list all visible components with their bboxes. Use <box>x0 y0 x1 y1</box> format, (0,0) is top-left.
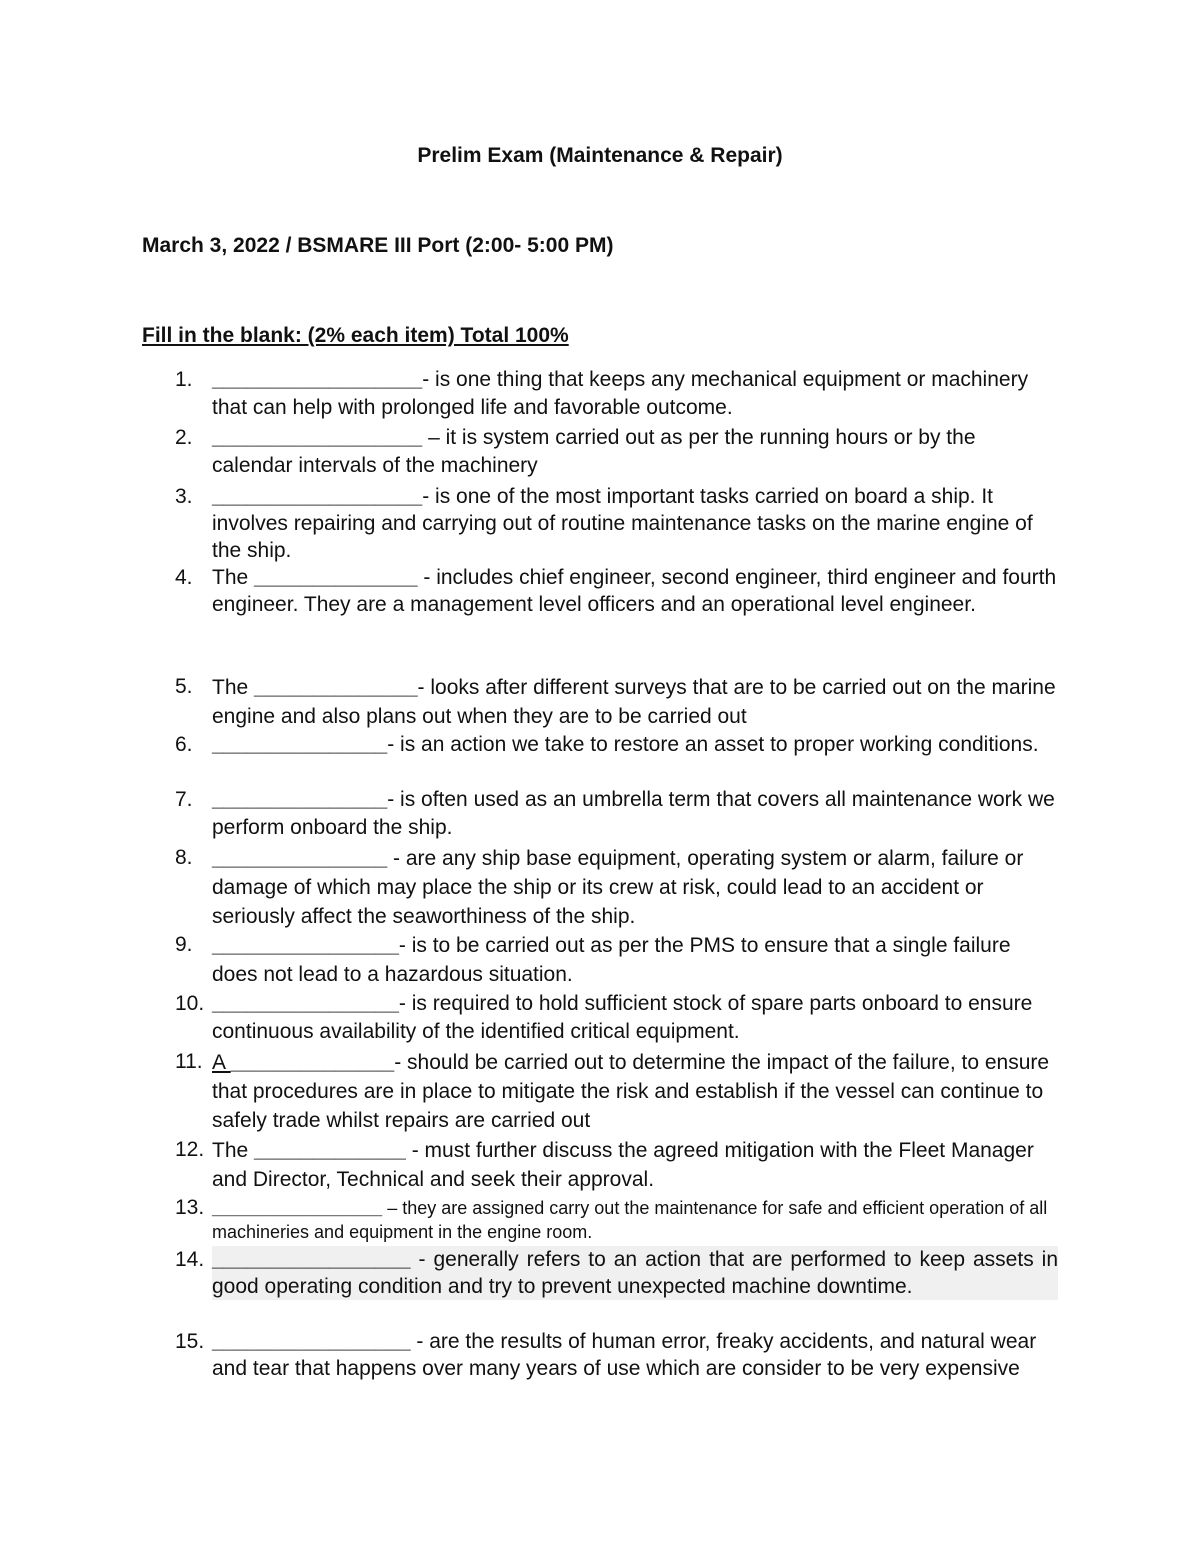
question-body <box>212 424 1058 480</box>
question-number: 11. <box>175 1050 203 1073</box>
answer-blank: ______________ <box>230 1051 395 1074</box>
answer-blank: _____________ <box>254 1139 406 1162</box>
question-text: - is required to hold sufficient stock of spare parts onboard to ensure continuous availability of the identified critical equipment. <box>212 992 1033 1043</box>
question-number: 13. <box>175 1196 205 1219</box>
question-body <box>212 1048 1058 1135</box>
question-number: 7. <box>175 788 193 811</box>
question-body <box>212 483 1058 564</box>
question-text: – it is system carried out as per the running hours or by the calendar intervals of the machinery <box>212 426 976 477</box>
question-number: 8. <box>175 846 193 869</box>
question-number: 10. <box>175 992 205 1015</box>
answer-blank: __________________ <box>212 485 423 508</box>
question-prefix: The <box>212 1139 255 1162</box>
question-number: 9. <box>175 933 193 956</box>
question-number: 4. <box>175 566 193 589</box>
question-body <box>212 673 1058 731</box>
question-prefix: A <box>212 1051 231 1074</box>
question-body <box>212 844 1058 931</box>
exam-date-line: March 3, 2022 / BSMARE III Port (2:00- 5:00 PM) <box>142 234 614 257</box>
answer-blank: __________________ <box>212 426 423 449</box>
question-number: 3. <box>175 485 193 508</box>
answer-blank: ________________ <box>212 934 399 957</box>
question-number: 6. <box>175 733 193 756</box>
question-text: - is to be carried out as per the PMS to ensure that a single failure does not lead to a hazardous situation. <box>212 934 1011 986</box>
question-body <box>212 731 1058 759</box>
question-text: - is one of the most important tasks carried on board a ship. It involves repairing and carrying out of routine maintenance tasks on the marine engine of the ship. <box>212 485 1033 562</box>
instructions-heading: Fill in the blank: (2% each item) Total 100% <box>142 324 569 347</box>
question-text: - is one thing that keeps any mechanical equipment or machinery that can help with prolonged life and favorable outcome. <box>212 368 1029 419</box>
answer-blank: __________________ <box>212 368 423 391</box>
question-text: - looks after different surveys that are to be carried out on the marine engine and also plans out when they are to be carried out <box>212 676 1056 728</box>
question-text: - is an action we take to restore an asset to proper working conditions. <box>387 733 1039 756</box>
question-text: – they are assigned carry out the maintenance for safe and efficient operation of all machineries and equipment in the engine room. <box>212 1198 1048 1242</box>
answer-blank: _________________ <box>212 1330 411 1353</box>
question-text: - is often used as an umbrella term that covers all maintenance work we perform onboard the ship. <box>212 788 1055 839</box>
question-number: 1. <box>175 368 193 391</box>
question-body <box>212 990 1058 1046</box>
question-number: 5. <box>175 675 193 698</box>
question-text: - are the results of human error, freaky accidents, and natural wear and tear that happens over many years of use which are consider to be very expensive <box>212 1330 1037 1380</box>
answer-blank: ________________ <box>212 992 399 1015</box>
answer-blank: ______________ <box>254 676 418 699</box>
question-body <box>212 366 1058 422</box>
question-body <box>212 931 1058 989</box>
answer-blank: _______________ <box>212 788 388 811</box>
question-number: 2. <box>175 426 193 449</box>
question-text: - generally refers to an action that are performed to keep assets in good operating condition and try to prevent unexpected machine downtime. <box>212 1248 1058 1298</box>
answer-blank: _________________ <box>212 1248 411 1271</box>
question-prefix: The <box>212 676 255 699</box>
question-text: - should be carried out to determine the impact of the failure, to ensure that procedures are in place to mitigate the risk and establish if the vessel can continue to safely trade whilst repairs are carried out <box>212 1051 1050 1132</box>
question-body <box>212 564 1058 618</box>
page-title: Prelim Exam (Maintenance & Repair) <box>417 144 783 167</box>
question-text: - are any ship base equipment, operating system or alarm, failure or damage of which may place the ship or its crew at risk, could lead to an accident or seriously affect the seaworthiness of the ship. <box>212 847 1024 928</box>
answer-blank: ______________ <box>254 566 418 589</box>
question-body <box>212 1328 1058 1382</box>
question-number: 14. <box>175 1248 205 1271</box>
question-body <box>212 1246 1058 1300</box>
question-body <box>212 786 1058 842</box>
question-text: - includes chief engineer, second engineer, third engineer and fourth engineer. They are a management level officers and an operational level engineer. <box>212 566 1057 616</box>
question-prefix: The <box>212 566 255 589</box>
question-body <box>212 1136 1058 1194</box>
answer-blank: _______________ <box>212 733 388 756</box>
question-text: - must further discuss the agreed mitigation with the Fleet Manager and Director, Technical and seek their approval. <box>212 1139 1034 1191</box>
question-number: 15. <box>175 1330 205 1353</box>
question-number: 12. <box>175 1138 205 1161</box>
answer-blank: _________________ <box>212 1198 383 1218</box>
answer-blank: _______________ <box>212 847 388 870</box>
question-body <box>212 1196 1058 1244</box>
